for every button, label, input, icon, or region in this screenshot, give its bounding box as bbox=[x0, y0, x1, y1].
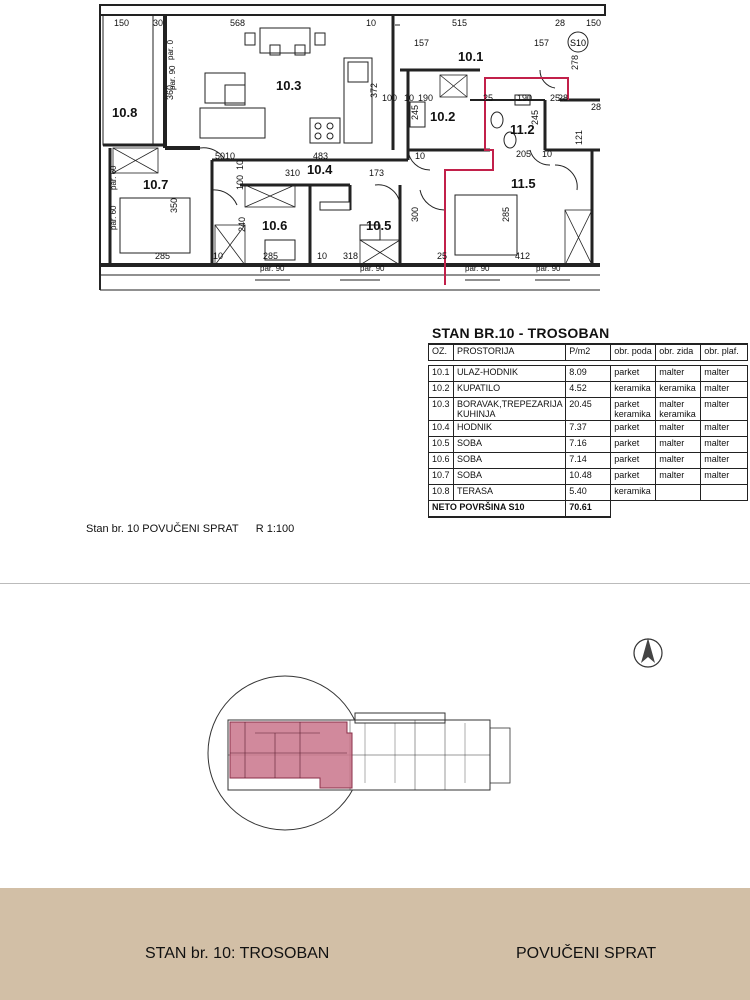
table-cell: TERASA bbox=[454, 485, 566, 501]
dimension-label: par. 90 bbox=[360, 264, 385, 273]
table-cell bbox=[656, 485, 701, 501]
table-cell: obr. poda bbox=[611, 344, 656, 361]
dimension-label: 10 bbox=[542, 149, 553, 159]
dimension-label: 10 bbox=[404, 93, 415, 103]
dimension-label: 28 bbox=[555, 18, 566, 28]
table-row bbox=[429, 453, 748, 469]
dimension-label: 10 bbox=[235, 159, 245, 170]
table-cell: 10.7 bbox=[429, 469, 454, 485]
table-cell: malter bbox=[656, 453, 701, 469]
dimension-label: 10 bbox=[213, 251, 224, 261]
table-cell: parket bbox=[611, 421, 656, 437]
dimension-label: 240 bbox=[237, 216, 247, 232]
dimension-label: 360 bbox=[165, 84, 175, 100]
dimension-label: 100 bbox=[235, 174, 245, 190]
dimension-label: 412 bbox=[515, 251, 531, 261]
table-cell: malter bbox=[701, 421, 748, 437]
dimension-label: par. 90 bbox=[168, 65, 177, 90]
dimension-label: 350 bbox=[169, 197, 179, 213]
table-cell: parket keramika bbox=[611, 398, 656, 421]
table-title: STAN BR.10 - TROSOBAN bbox=[432, 325, 610, 341]
table-cell: OZ. bbox=[429, 344, 454, 361]
table-cell: keramika bbox=[611, 382, 656, 398]
room-label: 10.6 bbox=[262, 218, 288, 233]
table-cell: malter bbox=[656, 366, 701, 382]
dimension-label: 190 bbox=[418, 93, 434, 103]
stair-label: S10 bbox=[570, 38, 587, 48]
table-cell: 10.4 bbox=[429, 421, 454, 437]
table-cell: 4.52 bbox=[566, 382, 611, 398]
table-cell: PROSTORIJA bbox=[454, 344, 566, 361]
table-cell: malter bbox=[701, 437, 748, 453]
dimension-label: 157 bbox=[414, 38, 430, 48]
dimension-label: 205 bbox=[516, 149, 532, 159]
dimension-label: 150 bbox=[586, 18, 602, 28]
table-cell: malter bbox=[656, 421, 701, 437]
table-cell: obr. plaf. bbox=[701, 344, 748, 361]
table-row bbox=[429, 437, 748, 453]
table-cell: parket bbox=[611, 453, 656, 469]
dimension-label: 278 bbox=[570, 54, 580, 70]
dimension-label: 318 bbox=[343, 251, 359, 261]
table-cell: malter bbox=[701, 366, 748, 382]
dimension-label: 150 bbox=[114, 18, 130, 28]
dimension-label: 483 bbox=[313, 151, 329, 161]
caption-apartment: Stan br. 10 POVUČENI SPRAT bbox=[86, 523, 239, 535]
dimension-label: par. 90 bbox=[465, 264, 490, 273]
table-cell: 20.45 bbox=[566, 398, 611, 421]
dimension-label: 5010 bbox=[215, 151, 236, 161]
table-cell: parket bbox=[611, 437, 656, 453]
table-cell bbox=[701, 485, 748, 501]
table-row bbox=[429, 382, 748, 398]
room-label: 10.7 bbox=[143, 177, 169, 192]
plan-caption bbox=[86, 523, 308, 535]
room-label: 10.2 bbox=[430, 109, 456, 124]
dimension-label: 173 bbox=[369, 168, 385, 178]
total-label: NETO POVRŠINA S10 bbox=[429, 501, 566, 518]
table-cell: 10.6 bbox=[429, 453, 454, 469]
footer-floor-title: POVUČENI SPRAT bbox=[516, 945, 657, 962]
room-label: 10.8 bbox=[112, 105, 138, 120]
table-cell: 8.09 bbox=[566, 366, 611, 382]
dimension-label: 300 bbox=[410, 206, 420, 222]
dimension-label: 568 bbox=[230, 18, 246, 28]
dimension-label: 372 bbox=[369, 82, 379, 98]
dimension-label: par. 90 bbox=[536, 264, 561, 273]
table-total-row bbox=[429, 501, 748, 518]
key-plan bbox=[0, 583, 750, 883]
room-label: 10.3 bbox=[276, 78, 302, 93]
table-row bbox=[429, 485, 748, 501]
dimension-label: 100 bbox=[382, 93, 398, 103]
table-cell: 7.14 bbox=[566, 453, 611, 469]
table-cell: malter bbox=[701, 453, 748, 469]
table-cell: obr. zida bbox=[656, 344, 701, 361]
dimension-label: 190 bbox=[517, 93, 533, 103]
table-cell: 7.16 bbox=[566, 437, 611, 453]
dimension-label: 285 bbox=[155, 251, 171, 261]
table-row bbox=[429, 398, 748, 421]
table-cell: 5.40 bbox=[566, 485, 611, 501]
dimension-label: 28 bbox=[558, 93, 569, 103]
room-label: 11.5 bbox=[511, 176, 536, 191]
room-label: 10.4 bbox=[307, 162, 333, 177]
table-cell: SOBA bbox=[454, 437, 566, 453]
dimension-label: 25 bbox=[437, 251, 448, 261]
dimension-label: 10 bbox=[317, 251, 328, 261]
table-cell: ULAZ-HODNIK bbox=[454, 366, 566, 382]
dimension-label: 245 bbox=[530, 109, 540, 125]
dimension-label: par. 60 bbox=[109, 205, 118, 230]
dimension-label: 30 bbox=[153, 18, 164, 28]
table-cell: P/m2 bbox=[566, 344, 611, 361]
dimension-label: 121 bbox=[574, 129, 584, 145]
table-cell: malter bbox=[656, 469, 701, 485]
dimension-label: 10 bbox=[366, 18, 377, 28]
dimension-label: par. 60 bbox=[109, 165, 118, 190]
table-cell: keramika bbox=[656, 382, 701, 398]
table-cell: 10.5 bbox=[429, 437, 454, 453]
dimension-label: par. 0 bbox=[166, 39, 175, 60]
table-cell: SOBA bbox=[454, 469, 566, 485]
dimension-label: 310 bbox=[285, 168, 301, 178]
table-cell: malter bbox=[701, 382, 748, 398]
caption-scale: R 1:100 bbox=[255, 523, 295, 535]
dimension-label: 28 bbox=[591, 102, 602, 112]
table-cell: 10.3 bbox=[429, 398, 454, 421]
dimension-label: 285 bbox=[501, 206, 511, 222]
dimension-label: 245 bbox=[410, 104, 420, 120]
table-cell: BORAVAK,TREPEZARIJA KUHINJA bbox=[454, 398, 566, 421]
dimension-label: 25 bbox=[483, 93, 494, 103]
table-row bbox=[429, 366, 748, 382]
table-row bbox=[429, 469, 748, 485]
total-value: 70.61 bbox=[566, 501, 611, 518]
table-header-row bbox=[429, 344, 748, 361]
room-label: 11.2 bbox=[510, 122, 535, 137]
table-cell: malter keramika bbox=[656, 398, 701, 421]
room-label: 10.1 bbox=[458, 49, 484, 64]
footer-band bbox=[0, 888, 750, 1000]
table-cell: SOBA bbox=[454, 453, 566, 469]
table-cell: malter bbox=[701, 469, 748, 485]
table-cell: 10.48 bbox=[566, 469, 611, 485]
table-cell: parket bbox=[611, 366, 656, 382]
room-table bbox=[428, 343, 748, 518]
floor-plan bbox=[0, 0, 750, 300]
table-cell: keramika bbox=[611, 485, 656, 501]
table-cell: malter bbox=[701, 398, 748, 421]
table-cell: 10.1 bbox=[429, 366, 454, 382]
table-row bbox=[429, 421, 748, 437]
table-cell: parket bbox=[611, 469, 656, 485]
footer-apartment-title: STAN br. 10: TROSOBAN bbox=[145, 945, 330, 962]
dimension-label: 515 bbox=[452, 18, 468, 28]
table-cell: KUPATILO bbox=[454, 382, 566, 398]
apartment-highlight bbox=[230, 722, 352, 788]
north-arrow-icon bbox=[634, 638, 662, 667]
dimension-label: 157 bbox=[534, 38, 550, 48]
dimension-label: 285 bbox=[263, 251, 279, 261]
dimension-label: 25 bbox=[550, 93, 561, 103]
table-cell: 10.8 bbox=[429, 485, 454, 501]
table-cell: 10.2 bbox=[429, 382, 454, 398]
table-cell: 7.37 bbox=[566, 421, 611, 437]
table-cell: HODNIK bbox=[454, 421, 566, 437]
dimension-label: par. 90 bbox=[260, 264, 285, 273]
table-cell: malter bbox=[656, 437, 701, 453]
dimension-label: 10 bbox=[415, 151, 426, 161]
room-label: 10.5 bbox=[366, 218, 392, 233]
